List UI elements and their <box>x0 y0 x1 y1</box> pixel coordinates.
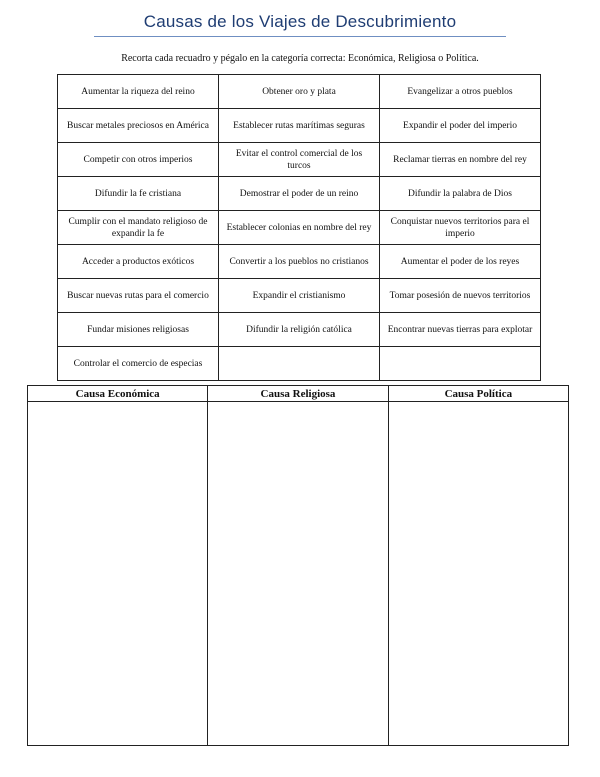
empty-card <box>380 347 541 381</box>
category-sorting-table <box>27 385 569 746</box>
card[interactable]: Aumentar el poder de los reyes <box>380 245 541 279</box>
card[interactable]: Cumplir con el mandato religioso de expandir la fe <box>58 211 219 245</box>
title-underline <box>94 36 506 37</box>
drop-zone-religiosa[interactable] <box>208 402 388 746</box>
page-title: Causas de los Viajes de Descubrimiento <box>143 12 457 31</box>
card[interactable]: Acceder a productos exóticos <box>58 245 219 279</box>
card[interactable]: Convertir a los pueblos no cristianos <box>219 245 380 279</box>
card[interactable]: Evangelizar a otros pueblos <box>380 75 541 109</box>
cards-row <box>58 245 541 279</box>
empty-card <box>219 347 380 381</box>
card[interactable]: Competir con otros imperios <box>58 143 219 177</box>
instructions-text: Recorta cada recuadro y pégalo en la categoría correcta: Económica, Religiosa o Política. <box>121 53 479 64</box>
card[interactable]: Evitar el control comercial de los turcos <box>219 143 380 177</box>
card[interactable]: Obtener oro y plata <box>219 75 380 109</box>
category-header-row <box>28 386 569 402</box>
cards-row <box>58 211 541 245</box>
card[interactable]: Reclamar tierras en nombre del rey <box>380 143 541 177</box>
card[interactable]: Controlar el comercio de especias <box>58 347 219 381</box>
category-header-politica: Causa Política <box>388 386 568 402</box>
card[interactable]: Difundir la religión católica <box>219 313 380 347</box>
card[interactable]: Tomar posesión de nuevos territorios <box>380 279 541 313</box>
drop-zone-economica[interactable] <box>28 402 208 746</box>
cards-row <box>58 177 541 211</box>
card[interactable]: Aumentar la riqueza del reino <box>58 75 219 109</box>
cut-out-cards-table <box>57 74 541 381</box>
card[interactable]: Conquistar nuevos territorios para el imperio <box>380 211 541 245</box>
category-drop-row <box>28 402 569 746</box>
cards-row <box>58 143 541 177</box>
card[interactable]: Difundir la fe cristiana <box>58 177 219 211</box>
cards-row <box>58 109 541 143</box>
cards-row <box>58 279 541 313</box>
card[interactable]: Buscar nuevas rutas para el comercio <box>58 279 219 313</box>
card[interactable]: Establecer colonias en nombre del rey <box>219 211 380 245</box>
category-header-religiosa: Causa Religiosa <box>208 386 388 402</box>
card[interactable]: Fundar misiones religiosas <box>58 313 219 347</box>
card[interactable]: Expandir el cristianismo <box>219 279 380 313</box>
category-header-economica: Causa Económica <box>28 386 208 402</box>
card[interactable]: Expandir el poder del imperio <box>380 109 541 143</box>
cards-row <box>58 347 541 381</box>
card[interactable]: Establecer rutas marítimas seguras <box>219 109 380 143</box>
cards-row <box>58 75 541 109</box>
card[interactable]: Buscar metales preciosos en América <box>58 109 219 143</box>
card[interactable]: Encontrar nuevas tierras para explotar <box>380 313 541 347</box>
cards-row <box>58 313 541 347</box>
card[interactable]: Difundir la palabra de Dios <box>380 177 541 211</box>
drop-zone-politica[interactable] <box>388 402 568 746</box>
card[interactable]: Demostrar el poder de un reino <box>219 177 380 211</box>
